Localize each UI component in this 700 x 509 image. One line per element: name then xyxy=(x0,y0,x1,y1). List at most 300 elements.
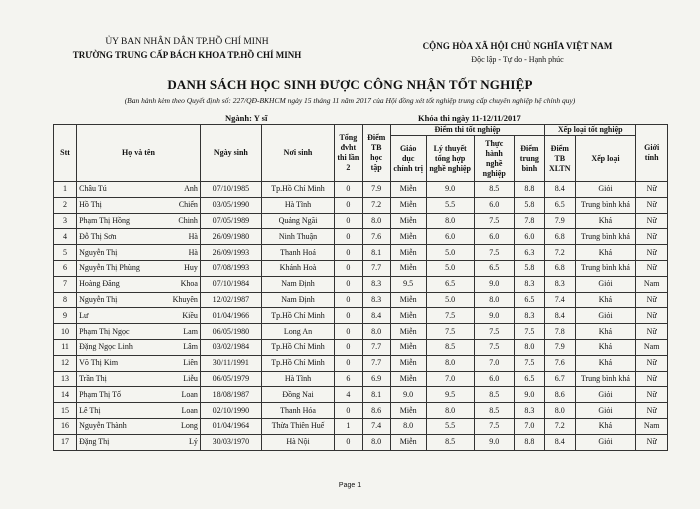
cell-gioi-tinh: Nam xyxy=(636,418,668,434)
cell-diem-tb: 7.7 xyxy=(362,260,390,276)
cell-giao-duc: Miễn xyxy=(390,260,426,276)
cell-xep-loai: Giỏi xyxy=(575,434,636,450)
cell-ngay-sinh: 07/05/1989 xyxy=(200,213,261,229)
cell-tong-dvht: 0 xyxy=(335,229,362,245)
cell-diem-trung-binh: 8.0 xyxy=(514,339,544,355)
col-thuc-hanh: Thực hành nghề nghiệp xyxy=(474,136,514,182)
col-ngay-sinh: Ngày sinh xyxy=(200,125,261,182)
cell-stt: 13 xyxy=(54,371,77,387)
cell-gioi-tinh: Nữ xyxy=(636,324,668,340)
cell-diem-trung-binh: 5.8 xyxy=(514,260,544,276)
col-gioi-tinh: Giới tính xyxy=(636,125,668,182)
cell-diem-trung-binh: 8.3 xyxy=(514,403,544,419)
cell-xep-loai: Khá xyxy=(575,213,636,229)
cell-giao-duc: Miễn xyxy=(390,371,426,387)
cell-diem-tb: 8.0 xyxy=(362,213,390,229)
table-row xyxy=(54,292,668,308)
cell-giao-duc: Miễn xyxy=(390,292,426,308)
col-diem-trung-binh: Điểm trung bình xyxy=(514,136,544,182)
cell-noi-sinh: Tp.Hồ Chí Minh xyxy=(261,339,334,355)
cell-diem-tb-xltn: 8.6 xyxy=(545,387,575,403)
cell-ngay-sinh: 06/05/1980 xyxy=(200,324,261,340)
table-row xyxy=(54,308,668,324)
cell-noi-sinh: Khánh Hoà xyxy=(261,260,334,276)
header-right-line2: Độc lập - Tự do - Hạnh phúc xyxy=(471,55,564,64)
cell-ngay-sinh: 01/04/1966 xyxy=(200,308,261,324)
cell-ho-ten xyxy=(77,371,201,387)
col-giao-duc: Giáo dục chính trị xyxy=(390,136,426,182)
cell-gioi-tinh: Nữ xyxy=(636,371,668,387)
cell-giao-duc: Miễn xyxy=(390,197,426,213)
cell-giao-duc: Miễn xyxy=(390,308,426,324)
cell-ho-ten xyxy=(77,197,201,213)
cell-xep-loai: Giỏi xyxy=(575,387,636,403)
cell-ly-thuyet: 5.5 xyxy=(426,418,474,434)
cell-diem-tb: 7.4 xyxy=(362,418,390,434)
cell-diem-trung-binh: 7.5 xyxy=(514,324,544,340)
cell-giao-duc: Miễn xyxy=(390,229,426,245)
cell-ly-thuyet: 8.5 xyxy=(426,339,474,355)
cell-tong-dvht: 0 xyxy=(335,197,362,213)
cell-xep-loai: Khá xyxy=(575,418,636,434)
cell-gioi-tinh: Nữ xyxy=(636,355,668,371)
cell-ten: Hà xyxy=(188,231,198,241)
col-diem-tb-xltn: Điểm TB XLTN xyxy=(545,136,575,182)
cell-tong-dvht: 0 xyxy=(335,434,362,450)
cell-diem-trung-binh: 6.0 xyxy=(514,229,544,245)
cell-tong-dvht: 0 xyxy=(335,339,362,355)
cell-thuc-hanh: 7.5 xyxy=(474,418,514,434)
cell-ly-thuyet: 5.0 xyxy=(426,245,474,261)
cell-diem-tb: 8.1 xyxy=(362,245,390,261)
cell-gioi-tinh: Nữ xyxy=(636,197,668,213)
cell-ho-ten xyxy=(77,387,201,403)
cell-ten: Lý xyxy=(189,437,198,447)
cell-ly-thuyet: 9.5 xyxy=(426,387,474,403)
cell-diem-tb-xltn: 6.8 xyxy=(545,229,575,245)
cell-tong-dvht: 0 xyxy=(335,403,362,419)
cell-gioi-tinh: Nữ xyxy=(636,260,668,276)
cell-giao-duc: 9.5 xyxy=(390,276,426,292)
cell-diem-tb-xltn: 6.5 xyxy=(545,197,575,213)
cell-stt: 14 xyxy=(54,387,77,403)
table-row xyxy=(54,276,668,292)
table-row xyxy=(54,229,668,245)
cell-stt: 3 xyxy=(54,213,77,229)
cell-noi-sinh: Đồng Nai xyxy=(261,387,334,403)
col-xep-loai: Xếp loại xyxy=(575,136,636,182)
cell-ho: Đặng Ngọc Linh xyxy=(79,342,133,352)
cell-stt: 15 xyxy=(54,403,77,419)
cell-noi-sinh: Tp.Hồ Chí Minh xyxy=(261,308,334,324)
cell-gioi-tinh: Nữ xyxy=(636,245,668,261)
cell-thuc-hanh: 9.0 xyxy=(474,308,514,324)
cell-diem-tb-xltn: 7.2 xyxy=(545,418,575,434)
cell-noi-sinh: Hà Tĩnh xyxy=(261,371,334,387)
col-ly-thuyet: Lý thuyết tổng hợp nghề nghiệp xyxy=(426,136,474,182)
cell-diem-trung-binh: 9.0 xyxy=(514,387,544,403)
cell-diem-tb-xltn: 6.7 xyxy=(545,371,575,387)
cell-ten: Loan xyxy=(181,405,198,415)
cell-ly-thuyet: 7.5 xyxy=(426,308,474,324)
cell-stt: 2 xyxy=(54,197,77,213)
table-row xyxy=(54,339,668,355)
cell-diem-tb: 7.6 xyxy=(362,229,390,245)
cell-ho-ten xyxy=(77,324,201,340)
cell-thuc-hanh: 6.0 xyxy=(474,229,514,245)
cell-giao-duc: Miễn xyxy=(390,324,426,340)
cell-stt: 12 xyxy=(54,355,77,371)
cell-gioi-tinh: Nữ xyxy=(636,308,668,324)
cell-noi-sinh: Nam Định xyxy=(261,276,334,292)
cell-ten: Chiến xyxy=(178,200,198,210)
cell-ten: Long xyxy=(181,421,198,431)
cell-diem-tb: 8.4 xyxy=(362,308,390,324)
cell-ly-thuyet: 8.0 xyxy=(426,403,474,419)
cell-ngay-sinh: 26/09/1993 xyxy=(200,245,261,261)
cell-giao-duc: Miễn xyxy=(390,339,426,355)
cell-giao-duc: Miễn xyxy=(390,403,426,419)
cell-thuc-hanh: 7.5 xyxy=(474,324,514,340)
cell-diem-tb: 8.6 xyxy=(362,403,390,419)
table-row xyxy=(54,182,668,198)
cell-ho: Hồ Thị xyxy=(79,200,102,210)
table-row xyxy=(54,197,668,213)
cell-noi-sinh: Thanh Hóa xyxy=(261,403,334,419)
cell-xep-loai: Trung bình khá xyxy=(575,197,636,213)
cell-ngay-sinh: 01/04/1964 xyxy=(200,418,261,434)
col-group-xep-loai: Xếp loại tốt nghiệp xyxy=(545,125,636,136)
cell-stt: 17 xyxy=(54,434,77,450)
cell-gioi-tinh: Nam xyxy=(636,339,668,355)
cell-stt: 7 xyxy=(54,276,77,292)
graduation-table xyxy=(53,124,668,451)
cell-diem-tb: 8.0 xyxy=(362,324,390,340)
cell-ho: Nguyễn Thành xyxy=(79,421,127,431)
cell-ten: Kiều xyxy=(182,310,198,320)
khoa-thi-label: Khóa thi ngày 11-12/11/2017 xyxy=(418,113,521,123)
cell-noi-sinh: Hà Nội xyxy=(261,434,334,450)
cell-ho: Phạm Thị Hồng xyxy=(79,215,131,225)
cell-ngay-sinh: 07/10/1984 xyxy=(200,276,261,292)
cell-tong-dvht: 1 xyxy=(335,418,362,434)
cell-diem-tb: 7.7 xyxy=(362,355,390,371)
cell-ho-ten xyxy=(77,434,201,450)
cell-xep-loai: Giỏi xyxy=(575,276,636,292)
cell-diem-tb: 8.0 xyxy=(362,434,390,450)
cell-ho-ten xyxy=(77,213,201,229)
cell-thuc-hanh: 7.0 xyxy=(474,355,514,371)
cell-stt: 16 xyxy=(54,418,77,434)
col-group-diem-thi: Điểm thi tốt nghiệp xyxy=(390,125,544,136)
cell-giao-duc: 8.0 xyxy=(390,418,426,434)
table-row xyxy=(54,418,668,434)
cell-thuc-hanh: 8.5 xyxy=(474,403,514,419)
cell-diem-tb: 7.9 xyxy=(362,182,390,198)
cell-gioi-tinh: Nữ xyxy=(636,229,668,245)
cell-gioi-tinh: Nữ xyxy=(636,387,668,403)
cell-thuc-hanh: 8.0 xyxy=(474,292,514,308)
cell-diem-tb: 6.9 xyxy=(362,371,390,387)
col-diem-tb: Điểm TB học tập xyxy=(362,125,390,182)
cell-thuc-hanh: 7.5 xyxy=(474,213,514,229)
cell-diem-trung-binh: 6.5 xyxy=(514,371,544,387)
cell-ten: Chinh xyxy=(178,215,198,225)
cell-ten: Khuyên xyxy=(172,294,198,304)
col-ho-ten: Họ và tên xyxy=(77,125,201,182)
cell-ly-thuyet: 6.5 xyxy=(426,276,474,292)
cell-thuc-hanh: 8.5 xyxy=(474,387,514,403)
cell-ho: Phạm Thị Ngọc xyxy=(79,326,130,336)
cell-noi-sinh: Ninh Thuận xyxy=(261,229,334,245)
cell-ho: Phạm Thị Tố xyxy=(79,389,122,399)
table-row xyxy=(54,355,668,371)
cell-diem-trung-binh: 7.5 xyxy=(514,355,544,371)
cell-ho-ten xyxy=(77,260,201,276)
cell-diem-tb-xltn: 8.0 xyxy=(545,403,575,419)
cell-noi-sinh: Long An xyxy=(261,324,334,340)
cell-thuc-hanh: 7.5 xyxy=(474,245,514,261)
cell-diem-tb-xltn: 6.8 xyxy=(545,260,575,276)
cell-diem-trung-binh: 6.3 xyxy=(514,245,544,261)
cell-ho: Lư xyxy=(79,310,89,320)
col-noi-sinh: Nơi sinh xyxy=(261,125,334,182)
table-row xyxy=(54,434,668,450)
cell-gioi-tinh: Nam xyxy=(636,276,668,292)
cell-xep-loai: Khá xyxy=(575,339,636,355)
header-left-line2: TRƯỜNG TRUNG CẤP BÁCH KHOA TP.HỒ CHÍ MINH xyxy=(72,50,302,60)
cell-ly-thuyet: 5.0 xyxy=(426,292,474,308)
table-row xyxy=(54,371,668,387)
cell-ten: Anh xyxy=(184,184,198,194)
cell-diem-trung-binh: 6.5 xyxy=(514,292,544,308)
col-tong-dvht: Tổng đvht thi lần 2 xyxy=(335,125,362,182)
cell-diem-tb-xltn: 7.6 xyxy=(545,355,575,371)
nganh-label: Ngành: Y sĩ xyxy=(225,113,268,123)
page-number: Page 1 xyxy=(338,482,362,489)
cell-ly-thuyet: 9.0 xyxy=(426,182,474,198)
cell-ngay-sinh: 07/10/1985 xyxy=(200,182,261,198)
cell-ho-ten xyxy=(77,229,201,245)
cell-diem-trung-binh: 8.3 xyxy=(514,276,544,292)
cell-ho-ten xyxy=(77,418,201,434)
cell-thuc-hanh: 6.5 xyxy=(474,260,514,276)
cell-ngay-sinh: 26/09/1980 xyxy=(200,229,261,245)
cell-ho-ten xyxy=(77,182,201,198)
cell-diem-tb-xltn: 7.2 xyxy=(545,245,575,261)
cell-gioi-tinh: Nữ xyxy=(636,403,668,419)
cell-diem-tb-xltn: 8.4 xyxy=(545,308,575,324)
cell-ten: Huy xyxy=(184,263,198,273)
cell-ly-thuyet: 8.0 xyxy=(426,355,474,371)
cell-ngay-sinh: 02/10/1990 xyxy=(200,403,261,419)
cell-diem-tb: 7.7 xyxy=(362,339,390,355)
cell-ngay-sinh: 07/08/1993 xyxy=(200,260,261,276)
cell-ly-thuyet: 5.5 xyxy=(426,197,474,213)
cell-ly-thuyet: 8.5 xyxy=(426,434,474,450)
cell-tong-dvht: 0 xyxy=(335,245,362,261)
cell-ly-thuyet: 7.5 xyxy=(426,324,474,340)
cell-xep-loai: Trung bình khá xyxy=(575,371,636,387)
cell-ten: Liễu xyxy=(183,373,198,383)
cell-diem-tb-xltn: 8.4 xyxy=(545,182,575,198)
cell-gioi-tinh: Nữ xyxy=(636,182,668,198)
cell-ngay-sinh: 03/02/1984 xyxy=(200,339,261,355)
cell-ly-thuyet: 5.0 xyxy=(426,260,474,276)
cell-diem-tb-xltn: 8.3 xyxy=(545,276,575,292)
cell-ten: Lam xyxy=(183,326,198,336)
cell-ngay-sinh: 18/08/1987 xyxy=(200,387,261,403)
cell-thuc-hanh: 8.5 xyxy=(474,182,514,198)
cell-xep-loai: Khá xyxy=(575,245,636,261)
cell-gioi-tinh: Nữ xyxy=(636,213,668,229)
cell-stt: 5 xyxy=(54,245,77,261)
cell-tong-dvht: 0 xyxy=(335,260,362,276)
cell-xep-loai: Khá xyxy=(575,324,636,340)
cell-xep-loai: Giỏi xyxy=(575,403,636,419)
cell-stt: 10 xyxy=(54,324,77,340)
cell-ten: Loan xyxy=(181,389,198,399)
cell-stt: 4 xyxy=(54,229,77,245)
cell-diem-tb-xltn: 7.4 xyxy=(545,292,575,308)
table-row xyxy=(54,387,668,403)
cell-ho: Võ Thị Kim xyxy=(79,358,119,368)
cell-giao-duc: Miễn xyxy=(390,245,426,261)
cell-ho-ten xyxy=(77,339,201,355)
cell-diem-tb-xltn: 7.9 xyxy=(545,339,575,355)
cell-ten: Liên xyxy=(183,358,198,368)
cell-giao-duc: Miễn xyxy=(390,434,426,450)
cell-noi-sinh: Hà Tĩnh xyxy=(261,197,334,213)
cell-ho: Hoàng Đăng xyxy=(79,279,120,289)
cell-noi-sinh: Quảng Ngãi xyxy=(261,213,334,229)
cell-thuc-hanh: 9.0 xyxy=(474,434,514,450)
header-right-line1: CỘNG HÒA XÃ HỘI CHỦ NGHĨA VIỆT NAM xyxy=(422,41,613,51)
cell-tong-dvht: 0 xyxy=(335,276,362,292)
cell-noi-sinh: Thừa Thiên Huế xyxy=(261,418,334,434)
table-row xyxy=(54,324,668,340)
cell-xep-loai: Giỏi xyxy=(575,308,636,324)
cell-giao-duc: 9.0 xyxy=(390,387,426,403)
cell-ho-ten xyxy=(77,403,201,419)
cell-tong-dvht: 0 xyxy=(335,355,362,371)
cell-tong-dvht: 4 xyxy=(335,387,362,403)
cell-tong-dvht: 0 xyxy=(335,308,362,324)
cell-ho: Nguyễn Thị xyxy=(79,294,118,304)
document-title: DANH SÁCH HỌC SINH ĐƯỢC CÔNG NHẬN TỐT NGHIỆP xyxy=(167,77,533,92)
cell-ngay-sinh: 06/05/1979 xyxy=(200,371,261,387)
cell-ho: Nguyễn Thị xyxy=(79,247,118,257)
header-left xyxy=(62,36,312,62)
cell-diem-trung-binh: 8.8 xyxy=(514,434,544,450)
cell-stt: 9 xyxy=(54,308,77,324)
cell-ten: Khoa xyxy=(180,279,198,289)
cell-diem-tb-xltn: 7.8 xyxy=(545,324,575,340)
cell-xep-loai: Trung bình khá xyxy=(575,260,636,276)
cell-stt: 1 xyxy=(54,182,77,198)
cell-stt: 8 xyxy=(54,292,77,308)
document-subtitle: (Ban hành kèm theo Quyết định số: 227/QĐ-BKHCM ngày 15 tháng 11 năm 2017 của Hội đồng xét tốt nghiệp trung cấp chuyên nghiệp hệ chính quy) xyxy=(124,96,576,105)
cell-thuc-hanh: 6.0 xyxy=(474,197,514,213)
cell-ly-thuyet: 7.0 xyxy=(426,371,474,387)
cell-ho-ten xyxy=(77,276,201,292)
cell-ten: Hà xyxy=(188,247,198,257)
cell-noi-sinh: Nam Định xyxy=(261,292,334,308)
table-row xyxy=(54,213,668,229)
cell-diem-tb: 8.3 xyxy=(362,276,390,292)
cell-stt: 6 xyxy=(54,260,77,276)
cell-diem-trung-binh: 7.8 xyxy=(514,213,544,229)
table-row xyxy=(54,260,668,276)
cell-xep-loai: Khá xyxy=(575,292,636,308)
cell-diem-trung-binh: 8.3 xyxy=(514,308,544,324)
cell-ngay-sinh: 30/03/1970 xyxy=(200,434,261,450)
cell-ho: Trần Thị xyxy=(79,373,107,383)
cell-ly-thuyet: 6.0 xyxy=(426,229,474,245)
cell-diem-trung-binh: 5.8 xyxy=(514,197,544,213)
cell-noi-sinh: Thanh Hoá xyxy=(261,245,334,261)
header-left-line1: ỦY BAN NHÂN DÂN TP.HỒ CHÍ MINH xyxy=(105,37,269,47)
cell-noi-sinh: Tp.Hồ Chí Minh xyxy=(261,355,334,371)
cell-diem-tb: 8.3 xyxy=(362,292,390,308)
cell-ho: Châu Tú xyxy=(79,184,107,194)
cell-tong-dvht: 0 xyxy=(335,182,362,198)
cell-ngay-sinh: 30/11/1991 xyxy=(200,355,261,371)
cell-ho: Lê Thị xyxy=(79,405,101,415)
cell-thuc-hanh: 6.0 xyxy=(474,371,514,387)
cell-diem-tb: 7.2 xyxy=(362,197,390,213)
cell-noi-sinh: Tp.Hồ Chí Minh xyxy=(261,182,334,198)
cell-ho: Đặng Thị xyxy=(79,437,110,447)
cell-xep-loai: Giỏi xyxy=(575,182,636,198)
cell-tong-dvht: 0 xyxy=(335,292,362,308)
cell-ho-ten xyxy=(77,355,201,371)
cell-giao-duc: Miễn xyxy=(390,355,426,371)
table-row xyxy=(54,245,668,261)
cell-xep-loai: Khá xyxy=(575,355,636,371)
cell-ho-ten xyxy=(77,292,201,308)
cell-ngay-sinh: 03/05/1990 xyxy=(200,197,261,213)
cell-ho: Nguyễn Thị Phùng xyxy=(79,263,140,273)
header-right xyxy=(400,40,635,66)
cell-ho-ten xyxy=(77,245,201,261)
table-body xyxy=(54,182,668,451)
cell-tong-dvht: 0 xyxy=(335,324,362,340)
cell-diem-tb-xltn: 7.9 xyxy=(545,213,575,229)
cell-giao-duc: Miễn xyxy=(390,213,426,229)
cell-diem-trung-binh: 7.0 xyxy=(514,418,544,434)
cell-ten: Lâm xyxy=(183,342,198,352)
table-row xyxy=(54,403,668,419)
cell-thuc-hanh: 9.0 xyxy=(474,276,514,292)
cell-diem-tb: 8.1 xyxy=(362,387,390,403)
cell-ho: Đỗ Thị Sơn xyxy=(79,231,117,241)
cell-tong-dvht: 6 xyxy=(335,371,362,387)
col-stt: Stt xyxy=(54,125,77,182)
cell-diem-trung-binh: 8.8 xyxy=(514,182,544,198)
cell-diem-tb-xltn: 8.4 xyxy=(545,434,575,450)
cell-ho-ten xyxy=(77,308,201,324)
cell-giao-duc: Miễn xyxy=(390,182,426,198)
cell-ly-thuyet: 8.0 xyxy=(426,213,474,229)
cell-ngay-sinh: 12/02/1987 xyxy=(200,292,261,308)
cell-gioi-tinh: Nữ xyxy=(636,434,668,450)
cell-tong-dvht: 0 xyxy=(335,213,362,229)
cell-stt: 11 xyxy=(54,339,77,355)
cell-gioi-tinh: Nữ xyxy=(636,292,668,308)
cell-thuc-hanh: 7.5 xyxy=(474,339,514,355)
cell-xep-loai: Trung bình khá xyxy=(575,229,636,245)
